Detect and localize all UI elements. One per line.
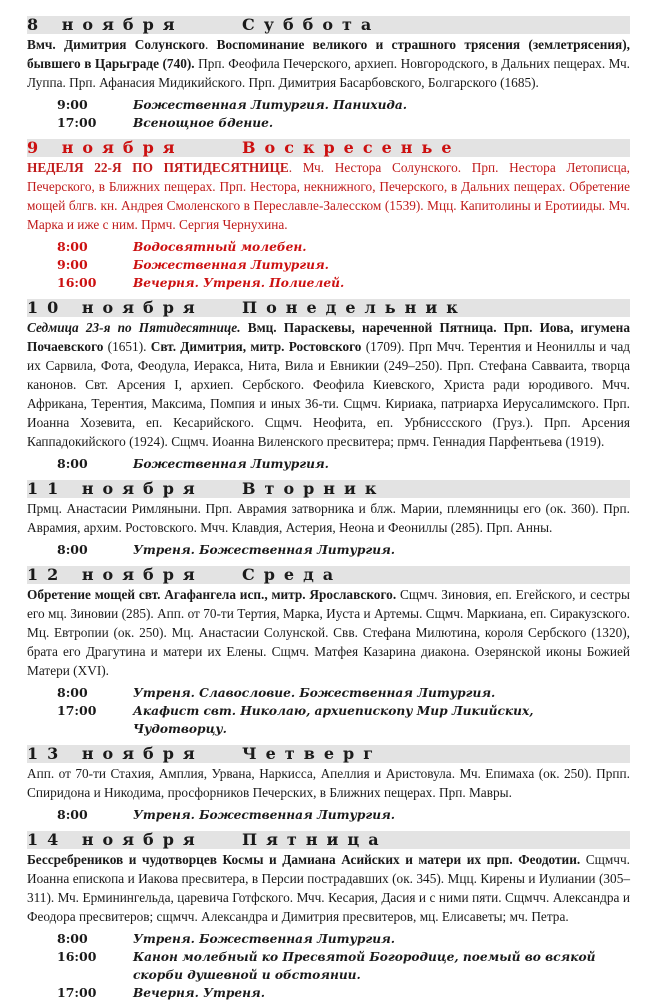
day-section (27, 566, 630, 738)
services-list (27, 684, 630, 738)
day-header (27, 299, 630, 317)
day-date: 12 ноября (27, 566, 204, 584)
day-description (27, 35, 630, 92)
service-time: 8:00 (57, 931, 88, 946)
day-header (27, 139, 630, 157)
day-section (27, 745, 630, 824)
day-section (27, 139, 630, 292)
service-name: Всенощное бдение. (133, 116, 274, 130)
service-row (57, 702, 630, 738)
day-header (27, 566, 630, 584)
service-row (57, 806, 630, 824)
service-time: 16:00 (57, 275, 97, 290)
commemoration-text: Сщмч. Зиновия, еп. Егейского, и сестры его мц. Зиновии (285). Апп. от 70-ти Тертия, Марка, Иуста и Артемы. Сщмч. Маркиана, еп. Сиракузского. Мц. Евтропии (ок. 250). Мц. Анастасии Солунской. Свв. Стефана Милютина, короля Сербского (1320), брата его Драгутина и матери их Елены. Сщмч. Матфея Казарина диакона. Озерянской иконы Божией Матери (XVI). (27, 587, 630, 678)
service-row (57, 238, 630, 256)
highlighted-commemoration: Свт. Димитрия, митр. Ростовского (150, 339, 362, 354)
day-date: 11 ноября (27, 480, 204, 498)
service-row (57, 948, 630, 984)
highlighted-commemoration: Воспоминание великого и страшного трясения (землетрясения), бывшего в Царьграде (740). (27, 37, 630, 71)
service-time: 17:00 (57, 985, 97, 1000)
day-date: 14 ноября (27, 831, 204, 849)
service-row (57, 114, 630, 132)
service-time: 17:00 (57, 115, 97, 130)
day-weekday: Четверг (242, 745, 382, 763)
highlighted-commemoration: Вмц. Параскевы, нареченной Пятница. Прп. Иова, игумена Почаевского (27, 320, 630, 354)
day-weekday: Воскресенье (242, 139, 461, 157)
service-name: Божественная Литургия. Панихида. (133, 98, 408, 112)
day-header (27, 16, 630, 34)
service-row (57, 96, 630, 114)
service-time: 8:00 (57, 239, 88, 254)
day-description (27, 764, 630, 802)
highlighted-commemoration: Обретение мощей свт. Агафангела исп., митр. Ярославского. (27, 587, 397, 602)
day-date: 8 ноября (27, 16, 184, 34)
service-row (57, 455, 630, 473)
day-header (27, 480, 630, 498)
services-list (27, 930, 630, 1002)
day-description (27, 158, 630, 234)
service-time: 8:00 (57, 807, 88, 822)
service-row (57, 684, 630, 702)
services-list (27, 455, 630, 473)
day-date: 10 ноября (27, 299, 204, 317)
service-name: Утреня. Божественная Литургия. (133, 543, 396, 557)
service-name: Канон молебный ко Пресвятой Богородице, поемый во всякой скорби душевной и обстоянии. (133, 950, 596, 982)
day-description (27, 499, 630, 537)
commemoration-text: Апп. от 70-ти Стахия, Амплия, Урвана, Наркисса, Апеллия и Аристовула. Мч. Епимаха (ок. 250). Прпп. Спиридона и Никодима, просфорников Печерских, в Ближних пещерах. Прп. Мавры. (27, 766, 630, 800)
day-description (27, 585, 630, 680)
services-list (27, 238, 630, 292)
day-section (27, 480, 630, 559)
service-name: Утреня. Божественная Литургия. (133, 932, 396, 946)
commemoration-text: Сщмчч. Иоанна епископа и Иакова пресвитера, в Персии пострадавших (ок. 345). Мцц. Кирены и Иулиании (305–311). Мч. Ерминингельда, царевича Готфского. Мчч. Кесария, Дасия и с ними пяти. Сщмчч. Александра и Феодора пресвитеров; сщмчч. Александра и Димитрия пресвитеров, мц. Елисаветы; мч. Петра. (27, 852, 630, 924)
service-row (57, 274, 630, 292)
commemoration-text: Прмц. Анастасии Римляныни. Прп. Аврамия затворника и блж. Марии, племянницы его (ок. 360). Прп. Аврамия, архим. Ростовского. Мчч. Клавдия, Астерия, Неона и Феониллы (285). Прп. Анны. (27, 501, 630, 535)
day-description (27, 318, 630, 451)
day-section (27, 299, 630, 473)
day-weekday: Вторник (242, 480, 386, 498)
commemoration-text: (1651). (103, 339, 151, 354)
commemoration-text: . (205, 37, 217, 52)
day-section (27, 16, 630, 132)
service-name: Водосвятный молебен. (133, 240, 307, 254)
service-time: 9:00 (57, 97, 88, 112)
service-name: Утреня. Славословие. Божественная Литургия. (133, 686, 496, 700)
service-name: Божественная Литургия. (133, 457, 329, 471)
service-name: Вечерня. Утреня. Полиелей. (133, 276, 345, 290)
commemoration-text (241, 320, 248, 335)
service-time: 8:00 (57, 542, 88, 557)
services-list (27, 96, 630, 132)
day-date: 13 ноября (27, 745, 204, 763)
services-list (27, 541, 630, 559)
highlighted-commemoration: НЕДЕЛЯ 22-Я ПО ПЯТИДЕСЯТНИЦЕ (27, 160, 289, 175)
day-section (27, 831, 630, 1002)
day-date: 9 ноября (27, 139, 184, 157)
day-header (27, 831, 630, 849)
service-name: Акафист свт. Николаю, архиепископу Мир Ликийских, Чудотворцу. (133, 704, 534, 736)
services-list (27, 806, 630, 824)
commemoration-text: (1709). Прп Мчч. Терентия и Неониллы и чад их Сарвила, Фота, Феодула, Иеракса, Нита, Вила и Евникии (249–250). Прп. Стефана Савваита, творца канонов. Свт. Арсения I, архиеп. Сербского. Феофила Киевского, Христа ради юродивого. Мчч. Африкана, Терентия, Максима, Помпия и иных 36-ти. Сщмч. Кириака, патриарха Иерусалимского. Прп. Иоанна Хозевита, еп. Кесарийского. Сщмч. Неофита, еп. Урбниссского (Груз.). Прп. Арсения Каппадокийского (1924). Сщмч. Иоанна Виленского пресвитера; прмч. Геннадия Парфентьева (1919). (27, 339, 630, 449)
service-row (57, 256, 630, 274)
highlighted-commemoration: Седмица 23-я по Пятидесятнице. (27, 320, 241, 335)
day-weekday: Понедельник (242, 299, 467, 317)
highlighted-commemoration: Бессребреников и чудотворцев Космы и Дамиана Асийских и матери их прп. Феодотии. (27, 852, 581, 867)
service-name: Утреня. Божественная Литургия. (133, 808, 396, 822)
day-header (27, 745, 630, 763)
commemoration-text: Прп. Феофила Печерского, архиеп. Новгородского, в Дальних пещерах. Мч. Луппа. Прп. Афанасия Мидикийского. Прп. Димитрия Басарбовского, Болгарского (1685). (27, 56, 630, 90)
day-weekday: Пятница (242, 831, 388, 849)
day-weekday: Среда (242, 566, 343, 584)
service-name: Вечерня. Утреня. (133, 986, 266, 1000)
day-description (27, 850, 630, 926)
service-time: 8:00 (57, 456, 88, 471)
service-name: Божественная Литургия. (133, 258, 329, 272)
service-time: 16:00 (57, 949, 97, 964)
service-time: 9:00 (57, 257, 88, 272)
commemoration-text: . Мч. Нестора Солунского. Прп. Нестора Летописца, Печерского, в Ближних пещерах. Прп. Нестора, некнижного, Печерского, в Дальних пещерах. Обретение мощей блгв. кн. Андрея Смоленского в Переславле-Залесском (1539). Мцц. Капитолины и Еротииды. Мч. Марка и иже с ним. Прмч. Сергия Чернухина. (27, 160, 630, 232)
service-row (57, 930, 630, 948)
highlighted-commemoration: Вмч. Димитрия Солунского (27, 37, 206, 52)
service-row (57, 541, 630, 559)
day-weekday: Суббота (242, 16, 381, 34)
service-time: 17:00 (57, 703, 97, 718)
service-row (57, 984, 630, 1002)
service-time: 8:00 (57, 685, 88, 700)
